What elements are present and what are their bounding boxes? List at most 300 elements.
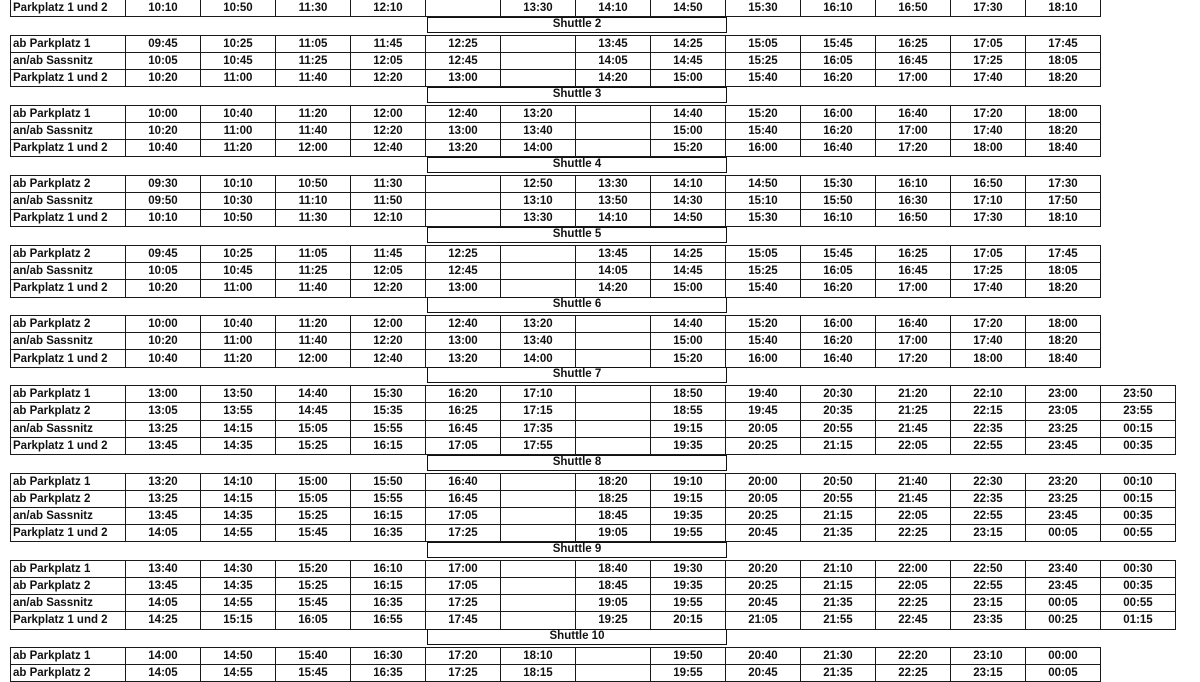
departure-time-cell: 13:45 — [126, 507, 201, 524]
departure-time-cell: 15:45 — [801, 35, 876, 52]
departure-time-cell: 10:25 — [201, 246, 276, 263]
departure-time-cell: 15:00 — [276, 473, 351, 490]
departure-time-cell: 11:40 — [276, 280, 351, 297]
departure-time-cell — [501, 490, 576, 507]
departure-time-cell: 15:40 — [726, 333, 801, 350]
table-row — [11, 210, 1101, 227]
departure-time-cell: 10:50 — [276, 175, 351, 192]
departure-time-cell: 19:55 — [651, 665, 726, 682]
table-row — [11, 525, 1176, 542]
departure-time-cell: 18:40 — [1026, 140, 1101, 157]
departure-time-cell: 21:45 — [876, 420, 951, 437]
departure-time-cell: 11:30 — [276, 0, 351, 17]
departure-time-cell: 14:05 — [576, 52, 651, 69]
departure-time-cell: 22:55 — [951, 437, 1026, 454]
shuttle-header: Shuttle 2 — [427, 17, 727, 33]
departure-time-cell: 17:15 — [501, 403, 576, 420]
departure-time-cell: 17:05 — [951, 35, 1026, 52]
departure-time-cell: 23:15 — [951, 665, 1026, 682]
departure-time-cell: 13:30 — [576, 175, 651, 192]
departure-time-cell: 16:50 — [876, 210, 951, 227]
departure-time-cell: 13:30 — [501, 210, 576, 227]
departure-time-cell — [501, 612, 576, 629]
stop-label: ab Parkplatz 2 — [11, 316, 126, 333]
departure-time-cell: 18:25 — [576, 490, 651, 507]
departure-time-cell: 16:10 — [351, 560, 426, 577]
departure-time-cell: 12:20 — [351, 280, 426, 297]
departure-time-cell: 19:15 — [651, 420, 726, 437]
stop-label: ab Parkplatz 1 — [11, 105, 126, 122]
departure-time-cell — [501, 52, 576, 69]
shuttle-header: Shuttle 6 — [427, 297, 727, 313]
departure-time-cell: 15:50 — [351, 473, 426, 490]
departure-time-cell: 15:55 — [351, 420, 426, 437]
departure-time-cell: 11:45 — [351, 246, 426, 263]
departure-time-cell: 23:00 — [1026, 386, 1101, 403]
departure-time-cell: 10:45 — [201, 263, 276, 280]
departure-time-cell: 18:50 — [651, 386, 726, 403]
departure-time-cell: 00:35 — [1101, 577, 1176, 594]
departure-time-cell: 22:00 — [876, 560, 951, 577]
departure-time-cell: 11:25 — [276, 52, 351, 69]
departure-time-cell: 13:20 — [126, 473, 201, 490]
departure-time-cell: 14:30 — [651, 193, 726, 210]
departure-time-cell: 20:20 — [726, 560, 801, 577]
departure-time-cell: 20:00 — [726, 473, 801, 490]
timetable-block — [10, 0, 1101, 17]
departure-time-cell: 14:30 — [201, 560, 276, 577]
stop-label: an/ab Sassnitz — [11, 420, 126, 437]
departure-time-cell: 15:10 — [726, 193, 801, 210]
shuttle-header: Shuttle 5 — [427, 227, 727, 243]
departure-time-cell: 21:55 — [801, 612, 876, 629]
departure-time-cell: 15:30 — [801, 175, 876, 192]
table-row — [11, 420, 1176, 437]
departure-time-cell: 00:25 — [1026, 612, 1101, 629]
departure-time-cell: 15:30 — [726, 0, 801, 17]
table-row — [11, 560, 1176, 577]
departure-time-cell: 15:15 — [201, 612, 276, 629]
departure-time-cell: 11:00 — [201, 122, 276, 139]
table-row — [11, 122, 1101, 139]
stop-label: an/ab Sassnitz — [11, 52, 126, 69]
departure-time-cell: 21:35 — [801, 665, 876, 682]
departure-time-cell: 23:10 — [951, 648, 1026, 665]
departure-time-cell: 22:45 — [876, 612, 951, 629]
departure-time-cell: 10:00 — [126, 105, 201, 122]
departure-time-cell: 13:45 — [126, 577, 201, 594]
stop-label: an/ab Sassnitz — [11, 263, 126, 280]
departure-time-cell: 13:40 — [126, 560, 201, 577]
departure-time-cell: 18:10 — [1026, 210, 1101, 227]
departure-time-cell — [501, 595, 576, 612]
departure-time-cell: 15:00 — [651, 70, 726, 87]
table-row — [11, 316, 1101, 333]
departure-time-cell: 16:05 — [801, 52, 876, 69]
departure-time-cell: 19:25 — [576, 612, 651, 629]
departure-time-cell: 16:10 — [801, 210, 876, 227]
departure-time-cell: 20:05 — [726, 420, 801, 437]
departure-time-cell: 15:00 — [651, 280, 726, 297]
departure-time-cell: 00:35 — [1101, 437, 1176, 454]
departure-time-cell: 00:55 — [1101, 525, 1176, 542]
departure-time-cell: 00:15 — [1101, 490, 1176, 507]
stop-label: Parkplatz 1 und 2 — [11, 0, 126, 17]
departure-time-cell: 16:40 — [801, 140, 876, 157]
departure-time-cell: 11:10 — [276, 193, 351, 210]
departure-time-cell: 20:35 — [801, 403, 876, 420]
departure-time-cell: 12:00 — [276, 350, 351, 367]
departure-time-cell: 16:30 — [351, 648, 426, 665]
departure-time-cell: 12:00 — [351, 316, 426, 333]
departure-time-cell: 20:25 — [726, 577, 801, 594]
stop-label: Parkplatz 1 und 2 — [11, 210, 126, 227]
departure-time-cell: 13:05 — [126, 403, 201, 420]
departure-time-cell: 15:20 — [276, 560, 351, 577]
shuttle-header: Shuttle 4 — [427, 157, 727, 173]
departure-time-cell: 21:10 — [801, 560, 876, 577]
departure-time-cell: 22:35 — [951, 420, 1026, 437]
departure-time-cell: 19:55 — [651, 525, 726, 542]
stop-label: Parkplatz 1 und 2 — [11, 350, 126, 367]
shuttle-header: Shuttle 3 — [427, 87, 727, 103]
departure-time-cell: 16:15 — [351, 507, 426, 524]
departure-time-cell: 20:40 — [726, 648, 801, 665]
departure-time-cell: 16:40 — [876, 105, 951, 122]
departure-time-cell: 14:00 — [501, 350, 576, 367]
departure-time-cell: 14:15 — [201, 490, 276, 507]
departure-time-cell: 15:20 — [651, 350, 726, 367]
departure-time-cell — [501, 525, 576, 542]
departure-time-cell: 10:25 — [201, 35, 276, 52]
departure-time-cell: 18:05 — [1026, 263, 1101, 280]
departure-time-cell: 16:00 — [726, 140, 801, 157]
departure-time-cell: 14:05 — [576, 263, 651, 280]
departure-time-cell: 22:30 — [951, 473, 1026, 490]
departure-time-cell: 13:45 — [126, 437, 201, 454]
departure-time-cell: 18:00 — [951, 350, 1026, 367]
departure-time-cell: 19:35 — [651, 437, 726, 454]
departure-time-cell: 15:45 — [276, 595, 351, 612]
departure-time-cell: 19:10 — [651, 473, 726, 490]
departure-time-cell: 12:40 — [426, 105, 501, 122]
departure-time-cell: 11:00 — [201, 70, 276, 87]
departure-time-cell: 21:15 — [801, 437, 876, 454]
departure-time-cell: 19:35 — [651, 507, 726, 524]
departure-time-cell: 22:05 — [876, 577, 951, 594]
timetable-block — [10, 647, 1101, 682]
departure-time-cell: 17:30 — [951, 0, 1026, 17]
departure-time-cell: 17:40 — [951, 70, 1026, 87]
departure-time-cell: 12:20 — [351, 333, 426, 350]
departure-time-cell: 15:50 — [801, 193, 876, 210]
departure-time-cell: 21:15 — [801, 577, 876, 594]
stop-label: Parkplatz 1 und 2 — [11, 70, 126, 87]
table-row — [11, 140, 1101, 157]
departure-time-cell: 20:55 — [801, 490, 876, 507]
departure-time-cell: 22:50 — [951, 560, 1026, 577]
departure-time-cell: 21:40 — [876, 473, 951, 490]
timetable-block — [10, 473, 1176, 543]
departure-time-cell: 17:45 — [1026, 246, 1101, 263]
departure-time-cell: 11:05 — [276, 35, 351, 52]
departure-time-cell: 18:40 — [576, 560, 651, 577]
departure-time-cell: 16:35 — [351, 525, 426, 542]
departure-time-cell: 10:45 — [201, 52, 276, 69]
timetable-block — [10, 35, 1101, 88]
departure-time-cell: 11:25 — [276, 263, 351, 280]
departure-time-cell: 16:25 — [426, 403, 501, 420]
departure-time-cell: 13:40 — [501, 122, 576, 139]
departure-time-cell: 00:55 — [1101, 595, 1176, 612]
departure-time-cell: 12:25 — [426, 35, 501, 52]
departure-time-cell: 21:30 — [801, 648, 876, 665]
departure-time-cell: 10:50 — [201, 0, 276, 17]
departure-time-cell: 11:20 — [276, 105, 351, 122]
table-row — [11, 577, 1176, 594]
departure-time-cell: 22:55 — [951, 577, 1026, 594]
departure-time-cell: 10:20 — [126, 333, 201, 350]
departure-time-cell — [576, 386, 651, 403]
departure-time-cell: 19:50 — [651, 648, 726, 665]
timetable-block — [10, 560, 1176, 630]
table-row — [11, 612, 1176, 629]
departure-time-cell: 10:50 — [201, 210, 276, 227]
departure-time-cell: 20:55 — [801, 420, 876, 437]
stop-label: an/ab Sassnitz — [11, 122, 126, 139]
departure-time-cell: 16:05 — [801, 263, 876, 280]
departure-time-cell: 11:40 — [276, 122, 351, 139]
departure-time-cell: 15:30 — [726, 210, 801, 227]
timetable-block — [10, 245, 1101, 298]
table-row — [11, 175, 1101, 192]
departure-time-cell: 14:55 — [201, 525, 276, 542]
departure-time-cell: 15:00 — [651, 122, 726, 139]
departure-time-cell: 16:45 — [426, 420, 501, 437]
table-row — [11, 595, 1176, 612]
departure-time-cell: 15:45 — [276, 525, 351, 542]
departure-time-cell: 16:25 — [876, 246, 951, 263]
departure-time-cell: 14:00 — [126, 648, 201, 665]
departure-time-cell: 10:40 — [126, 140, 201, 157]
departure-time-cell: 00:05 — [1026, 595, 1101, 612]
departure-time-cell: 10:05 — [126, 263, 201, 280]
departure-time-cell: 16:20 — [801, 70, 876, 87]
departure-time-cell: 17:05 — [426, 437, 501, 454]
departure-time-cell: 16:30 — [876, 193, 951, 210]
table-row — [11, 105, 1101, 122]
departure-time-cell: 22:05 — [876, 437, 951, 454]
departure-time-cell: 10:20 — [126, 122, 201, 139]
departure-time-cell: 18:40 — [1026, 350, 1101, 367]
departure-time-cell: 20:25 — [726, 507, 801, 524]
departure-time-cell: 15:45 — [276, 665, 351, 682]
departure-time-cell — [576, 333, 651, 350]
departure-time-cell: 18:20 — [1026, 280, 1101, 297]
departure-time-cell: 18:10 — [501, 648, 576, 665]
departure-time-cell: 22:25 — [876, 525, 951, 542]
departure-time-cell: 18:00 — [951, 140, 1026, 157]
departure-time-cell: 13:45 — [576, 246, 651, 263]
departure-time-cell: 14:20 — [576, 280, 651, 297]
departure-time-cell: 15:20 — [651, 140, 726, 157]
departure-time-cell: 15:05 — [726, 35, 801, 52]
departure-time-cell: 22:55 — [951, 507, 1026, 524]
departure-time-cell: 17:20 — [951, 105, 1026, 122]
departure-time-cell: 19:40 — [726, 386, 801, 403]
departure-time-cell: 13:25 — [126, 490, 201, 507]
departure-time-cell — [576, 350, 651, 367]
departure-time-cell: 23:15 — [951, 525, 1026, 542]
departure-time-cell: 17:20 — [951, 316, 1026, 333]
departure-time-cell: 10:05 — [126, 52, 201, 69]
departure-time-cell: 16:45 — [426, 490, 501, 507]
departure-time-cell — [501, 560, 576, 577]
departure-time-cell: 15:05 — [726, 246, 801, 263]
departure-time-cell: 20:25 — [726, 437, 801, 454]
departure-time-cell: 18:45 — [576, 507, 651, 524]
stop-label: ab Parkplatz 1 — [11, 648, 126, 665]
departure-time-cell: 16:20 — [801, 122, 876, 139]
departure-time-cell: 16:40 — [876, 316, 951, 333]
departure-time-cell: 14:50 — [651, 210, 726, 227]
departure-time-cell: 13:40 — [501, 333, 576, 350]
departure-time-cell: 11:30 — [351, 175, 426, 192]
departure-time-cell: 17:25 — [951, 263, 1026, 280]
departure-time-cell — [576, 403, 651, 420]
departure-time-cell: 17:45 — [1026, 35, 1101, 52]
departure-time-cell: 17:55 — [501, 437, 576, 454]
departure-time-cell: 15:00 — [651, 333, 726, 350]
departure-time-cell — [426, 210, 501, 227]
departure-time-cell: 16:50 — [951, 175, 1026, 192]
departure-time-cell: 14:45 — [276, 403, 351, 420]
stop-label: ab Parkplatz 1 — [11, 560, 126, 577]
table-row — [11, 386, 1176, 403]
table-row — [11, 35, 1101, 52]
departure-time-cell: 13:20 — [501, 105, 576, 122]
departure-time-cell: 22:25 — [876, 595, 951, 612]
departure-time-cell: 14:15 — [201, 420, 276, 437]
departure-time-cell: 18:20 — [1026, 70, 1101, 87]
departure-time-cell: 23:45 — [1026, 577, 1101, 594]
departure-time-cell: 14:10 — [651, 175, 726, 192]
departure-time-cell: 11:20 — [201, 140, 276, 157]
stop-label: ab Parkplatz 2 — [11, 490, 126, 507]
departure-time-cell: 16:20 — [426, 386, 501, 403]
departure-time-cell: 12:10 — [351, 210, 426, 227]
departure-time-cell: 23:25 — [1026, 490, 1101, 507]
departure-time-cell: 16:55 — [351, 612, 426, 629]
departure-time-cell: 18:20 — [1026, 122, 1101, 139]
table-row — [11, 246, 1101, 263]
table-row — [11, 648, 1101, 665]
departure-time-cell: 14:35 — [201, 507, 276, 524]
departure-time-cell: 18:10 — [1026, 0, 1101, 17]
departure-time-cell: 13:00 — [426, 280, 501, 297]
departure-time-cell: 21:35 — [801, 525, 876, 542]
table-row — [11, 665, 1101, 682]
departure-time-cell: 14:55 — [201, 665, 276, 682]
departure-time-cell: 14:45 — [651, 263, 726, 280]
departure-time-cell: 14:25 — [651, 246, 726, 263]
departure-time-cell: 23:55 — [1101, 403, 1176, 420]
stop-label: ab Parkplatz 2 — [11, 175, 126, 192]
departure-time-cell — [576, 420, 651, 437]
departure-time-cell: 11:05 — [276, 246, 351, 263]
departure-time-cell: 21:45 — [876, 490, 951, 507]
departure-time-cell: 12:40 — [351, 140, 426, 157]
departure-time-cell: 16:05 — [276, 612, 351, 629]
departure-time-cell: 18:05 — [1026, 52, 1101, 69]
departure-time-cell: 23:50 — [1101, 386, 1176, 403]
departure-time-cell: 15:40 — [276, 648, 351, 665]
departure-time-cell: 12:20 — [351, 122, 426, 139]
departure-time-cell: 10:00 — [126, 316, 201, 333]
departure-time-cell: 13:20 — [426, 140, 501, 157]
departure-time-cell: 23:25 — [1026, 420, 1101, 437]
stop-label: ab Parkplatz 1 — [11, 35, 126, 52]
stop-label: Parkplatz 1 und 2 — [11, 140, 126, 157]
departure-time-cell: 16:15 — [351, 577, 426, 594]
departure-time-cell: 17:05 — [426, 577, 501, 594]
departure-time-cell: 13:00 — [426, 333, 501, 350]
table-row — [11, 473, 1176, 490]
departure-time-cell: 17:25 — [426, 595, 501, 612]
departure-time-cell: 18:15 — [501, 665, 576, 682]
departure-time-cell: 00:05 — [1026, 665, 1101, 682]
stop-label: Parkplatz 1 und 2 — [11, 525, 126, 542]
departure-time-cell: 16:10 — [801, 0, 876, 17]
departure-time-cell: 10:30 — [201, 193, 276, 210]
departure-time-cell: 10:20 — [126, 280, 201, 297]
departure-time-cell — [501, 280, 576, 297]
departure-time-cell: 11:00 — [201, 333, 276, 350]
departure-time-cell: 17:00 — [876, 70, 951, 87]
departure-time-cell — [501, 246, 576, 263]
stop-label: an/ab Sassnitz — [11, 193, 126, 210]
departure-time-cell: 16:40 — [801, 350, 876, 367]
table-row — [11, 490, 1176, 507]
departure-time-cell: 10:40 — [126, 350, 201, 367]
departure-time-cell: 23:20 — [1026, 473, 1101, 490]
departure-time-cell: 22:15 — [951, 403, 1026, 420]
departure-time-cell: 11:45 — [351, 35, 426, 52]
departure-time-cell — [576, 122, 651, 139]
departure-time-cell: 17:05 — [951, 246, 1026, 263]
departure-time-cell: 18:20 — [1026, 333, 1101, 350]
departure-time-cell: 15:35 — [351, 403, 426, 420]
departure-time-cell — [426, 193, 501, 210]
departure-time-cell: 14:10 — [576, 210, 651, 227]
departure-time-cell: 10:10 — [201, 175, 276, 192]
departure-time-cell: 15:40 — [726, 280, 801, 297]
departure-time-cell — [576, 140, 651, 157]
departure-time-cell: 16:15 — [351, 437, 426, 454]
departure-time-cell: 12:00 — [351, 105, 426, 122]
departure-time-cell: 18:45 — [576, 577, 651, 594]
departure-time-cell: 14:40 — [276, 386, 351, 403]
departure-time-cell: 13:50 — [201, 386, 276, 403]
departure-time-cell: 17:05 — [426, 507, 501, 524]
departure-time-cell: 12:00 — [276, 140, 351, 157]
departure-time-cell: 22:05 — [876, 507, 951, 524]
departure-time-cell: 12:10 — [351, 0, 426, 17]
departure-time-cell: 12:25 — [426, 246, 501, 263]
departure-time-cell — [426, 0, 501, 17]
departure-time-cell: 15:45 — [801, 246, 876, 263]
departure-time-cell: 17:00 — [876, 280, 951, 297]
